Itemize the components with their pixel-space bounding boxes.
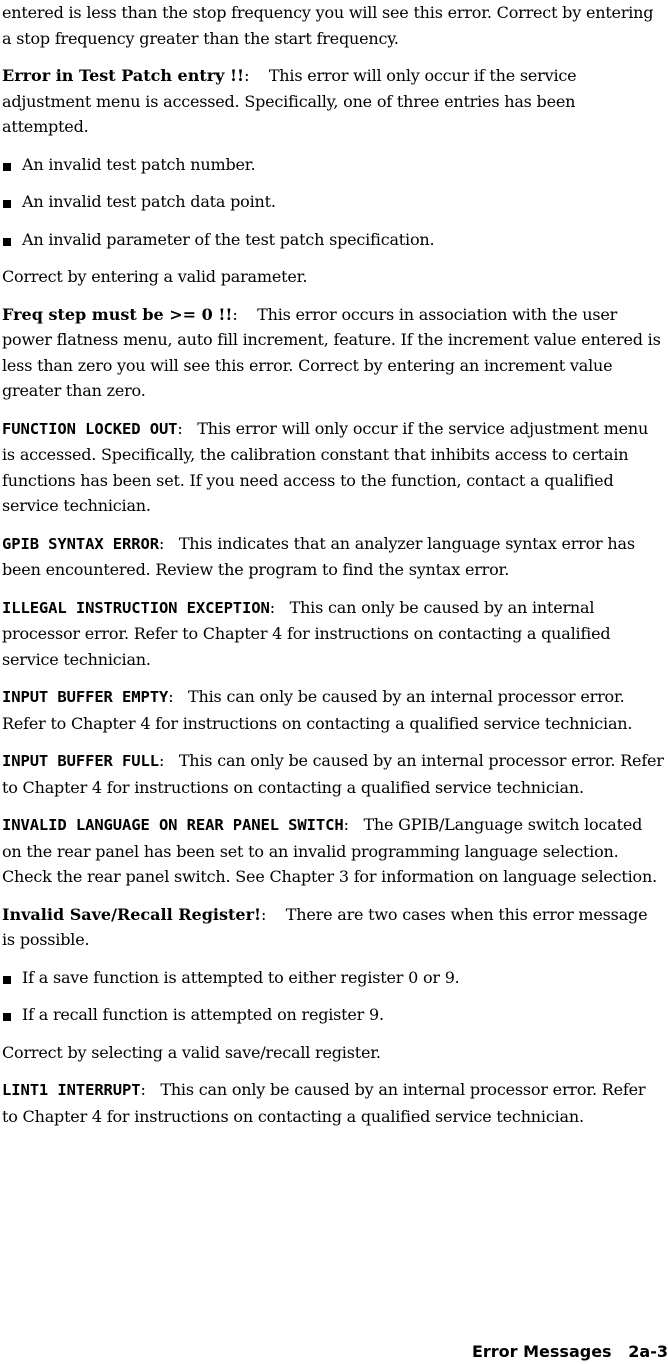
- entry-invalid-language: INVALID LANGUAGE ON REAR PANEL SWITCH: The GPIB/Language switch located on the rear panel has been set to an invalid programming language selection. Check the rear panel switch. See Chapter 3 for information on language selection.: [2, 815, 657, 886]
- list-item: If a save function is attempted to either register 0 or 9.: [2, 965, 664, 991]
- entry-description: This can only be caused by an internal processor error. Refer to Chapter 4 for instructions on contacting a qualified service technician.: [2, 1080, 646, 1126]
- bullet-square-icon: [3, 163, 11, 171]
- entry-description: This can only be caused by an internal processor error. Refer to Chapter 4 for instructions on contacting a qualified service technician.: [2, 751, 664, 797]
- intro-paragraph: entered is less than the stop frequency you will see this error. Correct by entering a stop frequency greater than the start frequency.: [2, 3, 654, 48]
- list-item: If a recall function is attempted on register 9.: [2, 1002, 664, 1028]
- entry-term: ILLEGAL INSTRUCTION EXCEPTION: [2, 598, 270, 617]
- entry-term: GPIB SYNTAX ERROR: [2, 534, 159, 553]
- entry-description: This indicates that an analyzer language syntax error has been encountered. Review the program to find the syntax error.: [2, 533, 635, 579]
- entry-followup: Correct by entering a valid parameter.: [2, 267, 308, 286]
- list-item: An invalid test patch data point.: [2, 189, 664, 215]
- entry-illegal-instruction: ILLEGAL INSTRUCTION EXCEPTION: This can only be caused by an internal processor error. Refer to Chapter 4 for instructions on contacting a qualified service technician.: [2, 597, 611, 669]
- bullet-square-icon: [3, 1013, 11, 1021]
- entry-term: INPUT BUFFER FULL: [2, 752, 159, 770]
- entry-freq-step: Freq step must be >= 0 !!: This error occurs in association with the user power flatness menu, auto fill increment, feature. If the increment value entered is less than zero you will see this error. Correct by entering an increment value greater than zero.: [2, 304, 661, 400]
- entry-term: Invalid Save/Recall Register!: [2, 904, 262, 924]
- entry-gpib-syntax-error: GPIB SYNTAX ERROR: This indicates that an analyzer language syntax error has been encountered. Review the program to find the syntax error.: [2, 533, 635, 579]
- entry-description: This error will only occur if the service adjustment menu is accessed. Specifically, one of three entries has been attempted.: [2, 66, 577, 136]
- entry-term: INPUT BUFFER EMPTY: [2, 688, 169, 706]
- list-item: An invalid test patch number.: [2, 152, 664, 178]
- entry-description: This error occurs in association with the user power flatness menu, auto fill increment, feature. If the increment value entered is less than zero you will see this error. Correct by entering an increment value greater than zero.: [2, 304, 661, 400]
- entry-input-buffer-empty: INPUT BUFFER EMPTY: This can only be caused by an internal processor error. Refer to Chapter 4 for instructions on contacting a qualified service technician.: [2, 687, 633, 733]
- entry-term: LINT1 INTERRUPT: [2, 1081, 141, 1099]
- entry-lint1-interrupt: LINT1 INTERRUPT: This can only be caused by an internal processor error. Refer to Chapter 4 for instructions on contacting a qualified service technician.: [2, 1080, 646, 1126]
- bullet-list: [2, 965, 664, 1028]
- footer-page-number: 2a-3: [628, 1342, 668, 1361]
- entry-description: This can only be caused by an internal processor error. Refer to Chapter 4 for instructions on contacting a qualified service technician.: [2, 597, 611, 669]
- bullet-list: [2, 152, 664, 253]
- entry-invalid-save-recall: Invalid Save/Recall Register!: There are two cases when this error message is possible.: [2, 904, 648, 949]
- list-item: An invalid parameter of the test patch specification.: [2, 227, 664, 253]
- entry-followup: Correct by selecting a valid save/recall register.: [2, 1042, 381, 1062]
- entry-description: This can only be caused by an internal processor error. Refer to Chapter 4 for instructions on contacting a qualified service technician.: [2, 687, 633, 733]
- entry-description: This error will only occur if the service adjustment menu is accessed. Specifically, the calibration constant that inhibits access to certain functions has been set. If you need access to the function, contact a qualified service technician.: [2, 418, 649, 515]
- entry-function-locked-out: FUNCTION LOCKED OUT: This error will only occur if the service adjustment menu is accessed. Specifically, the calibration constant that inhibits access to certain functions has been set. If you need access to the function, contact a qualified service technician.: [2, 418, 649, 515]
- entry-description: The GPIB/Language switch located on the rear panel has been set to an invalid programming language selection. Check the rear panel switch. See Chapter 3 for information on language selection.: [2, 815, 657, 886]
- entry-term: Error in Test Patch entry !!: [2, 66, 245, 85]
- entry-term: Freq step must be >= 0 !!: [2, 304, 233, 324]
- page-footer: [472, 1340, 668, 1364]
- entry-term: FUNCTION LOCKED OUT: [2, 419, 178, 438]
- entry-input-buffer-full: INPUT BUFFER FULL: This can only be caused by an internal processor error. Refer to Chapter 4 for instructions on contacting a qualified service technician.: [2, 751, 664, 797]
- bullet-square-icon: [3, 976, 11, 984]
- entry-term: INVALID LANGUAGE ON REAR PANEL SWITCH: [2, 816, 344, 834]
- footer-section-title: Error Messages: [471, 1342, 612, 1361]
- page-content: [2, 0, 664, 1129]
- entry-error-in-test-patch: Error in Test Patch entry !!: This error will only occur if the service adjustment menu is accessed. Specifically, one of three entries has been attempted.: [2, 66, 577, 136]
- entry-description: There are two cases when this error message is possible.: [2, 904, 648, 949]
- bullet-square-icon: [3, 200, 11, 208]
- bullet-square-icon: [3, 238, 11, 246]
